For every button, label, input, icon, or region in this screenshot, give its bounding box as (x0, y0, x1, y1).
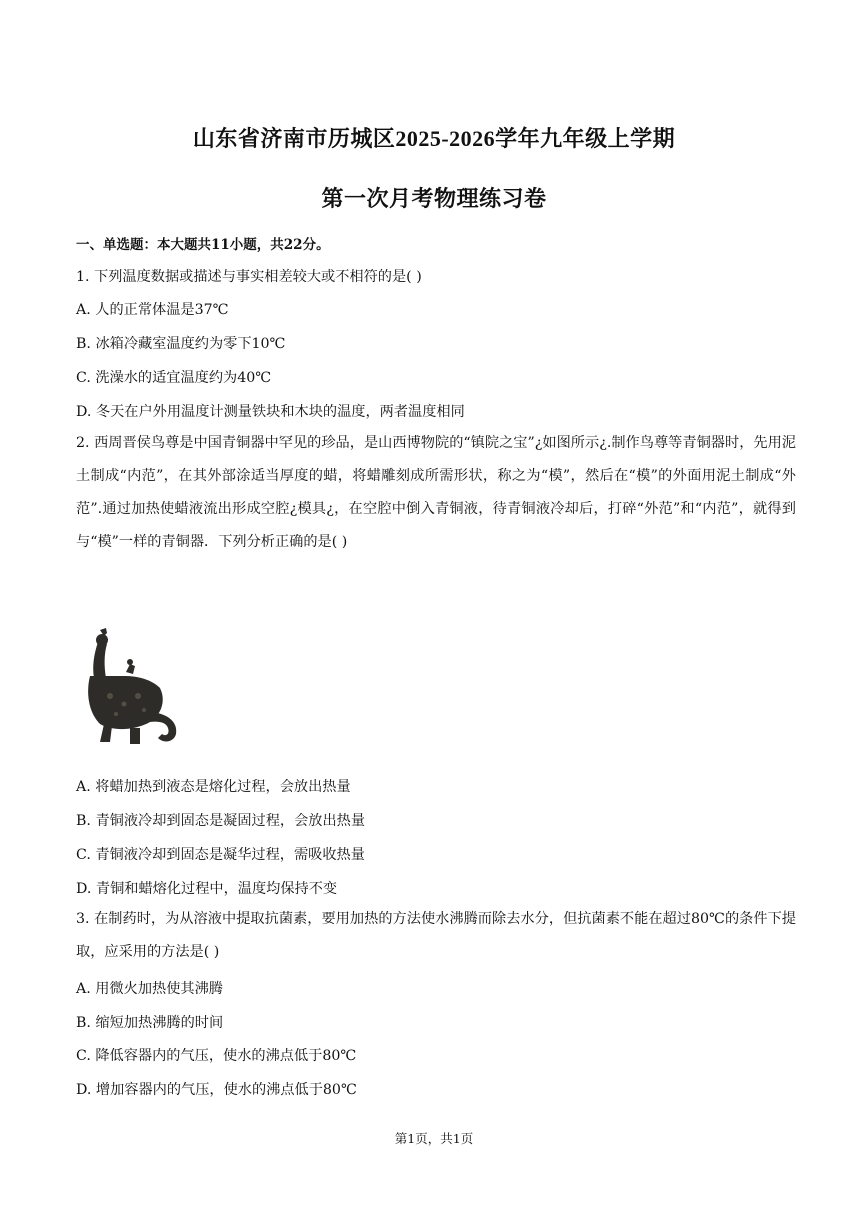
q2-option-b: B. 青铜液冷却到固态是凝固过程，会放出热量 (76, 813, 366, 829)
q1-option-d: D. 冬天在户外用温度计测量铁块和木块的温度，两者温度相同 (76, 404, 465, 420)
q2-option-c: C. 青铜液冷却到固态是凝华过程，需吸收热量 (76, 847, 365, 863)
q1-option-a: A. 人的正常体温是37℃ (76, 302, 229, 318)
exam-title-line2: 第一次月考物理练习卷 (321, 186, 547, 211)
page-footer: 第1页，共1页 (394, 1131, 474, 1146)
q1-option-b: B. 冰箱冷藏室温度约为零下10℃ (76, 336, 286, 352)
q3-stem: 3. 在制药时，为从溶液中提取抗菌素，要用加热的方法使水沸腾而除去水分，但抗菌素不能在超过80℃的条件下提取，应采用的方法是( ) (76, 911, 796, 960)
exam-title-line1: 山东省济南市历城区2025-2026学年九年级上学期 (192, 126, 676, 151)
q1-stem: 1. 下列温度数据或描述与事实相差较大或不相符的是( ) (76, 269, 422, 285)
section-heading: 一、单选题：本大题共11小题，共22分。 (76, 237, 330, 253)
q3-option-a: A. 用微火加热使其沸腾 (76, 981, 223, 997)
q1-option-c: C. 洗澡水的适宜温度约为40℃ (76, 370, 272, 386)
q2-stem: 2. 西周晋侯鸟尊是中国青铜器中罕见的珍品，是山西博物院的“镇院之宝”¿如图所示¿.制作鸟尊等青铜器时，先用泥土制成“内范”，在其外部涂适当厚度的蜡，将蜡雕刻成所需形状，称之为“模”，然后在“模”的外面用泥土制成“外范”.通过加热使蜡液流出形成空腔¿模具¿，在空腔中倒入青铜液，待青铜液冷却后，打碎“外范”和“内范”，就得到与“模”一样的青铜器．下列分析正确的是( ) (76, 435, 796, 550)
q3-option-b: B. 缩短加热沸腾的时间 (76, 1015, 224, 1031)
q3-option-c: C. 降低容器内的气压，使水的沸点低于80℃ (76, 1048, 357, 1064)
q3-option-d: D. 增加容器内的气压，使水的沸点低于80℃ (76, 1082, 357, 1098)
bronze-bird-zun-icon (80, 626, 184, 748)
q2-option-a: A. 将蜡加热到液态是熔化过程，会放出热量 (76, 779, 351, 795)
q2-option-d: D. 青铜和蜡熔化过程中，温度均保持不变 (76, 881, 338, 897)
